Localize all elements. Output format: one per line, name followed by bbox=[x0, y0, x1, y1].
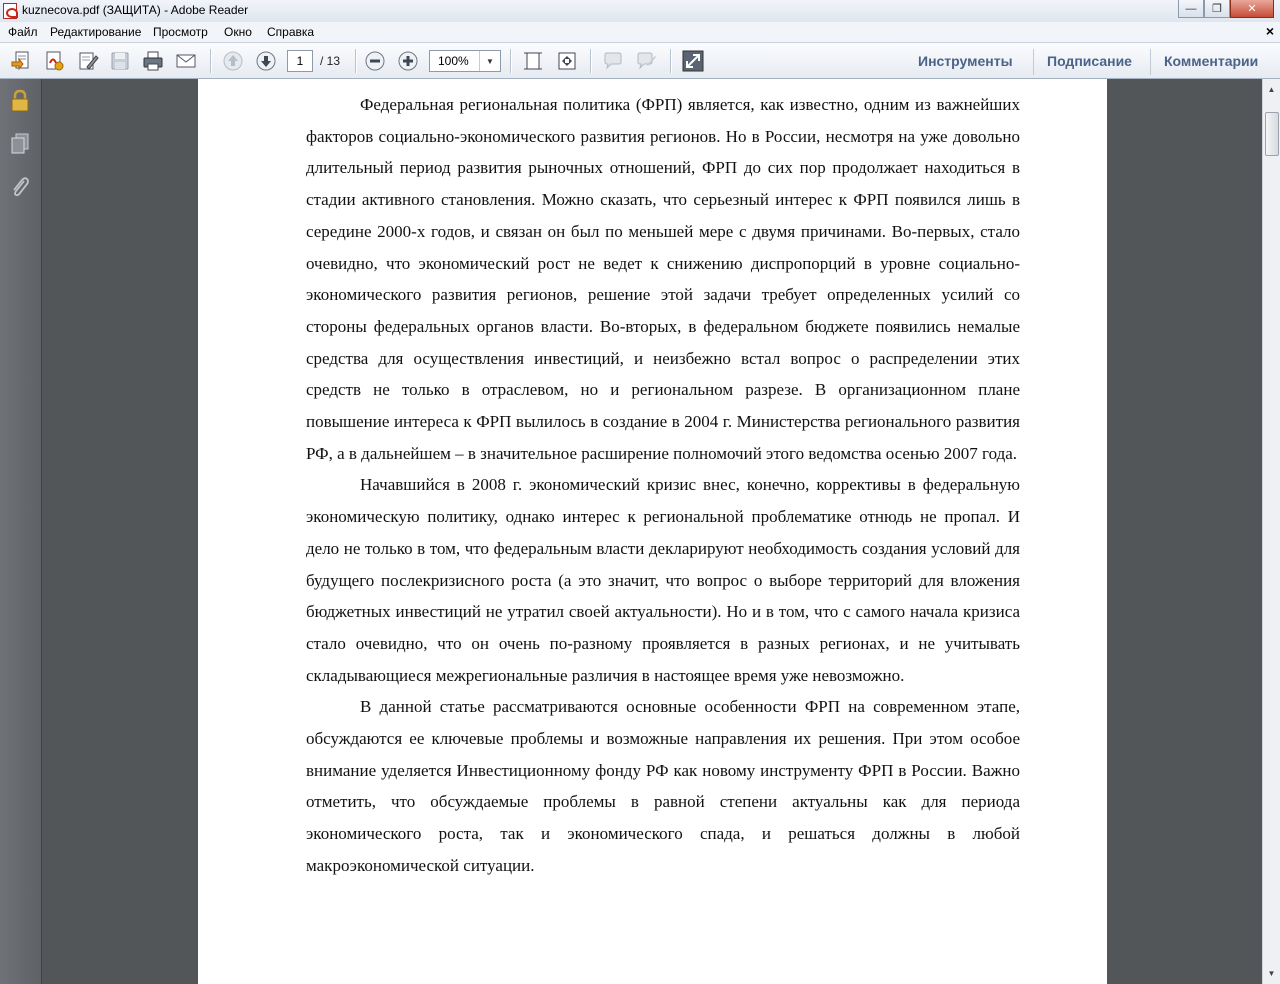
page-text bbox=[306, 89, 1020, 882]
minimize-icon: — bbox=[1185, 2, 1197, 15]
zoom-out-button[interactable] bbox=[363, 49, 387, 73]
zoom-select[interactable] bbox=[429, 50, 501, 72]
comments-panel-link[interactable]: Комментарии bbox=[1164, 53, 1259, 69]
panel-separator bbox=[1150, 49, 1151, 75]
save-icon bbox=[109, 50, 131, 72]
prev-page-icon bbox=[222, 50, 244, 72]
sign-icon bbox=[635, 50, 657, 72]
comment-icon bbox=[602, 50, 624, 72]
menu-bar bbox=[0, 22, 1280, 42]
security-settings-button[interactable] bbox=[8, 89, 32, 113]
window-title: kuznecova.pdf (ЗАЩИТА) - Adobe Reader bbox=[22, 3, 249, 17]
sign-panel-link[interactable]: Подписание bbox=[1047, 53, 1132, 69]
pdf-page bbox=[198, 79, 1107, 984]
toolbar-separator bbox=[670, 49, 672, 73]
sign-button[interactable] bbox=[634, 49, 658, 73]
page-total: / 13 bbox=[320, 54, 341, 68]
zoom-in-icon bbox=[397, 50, 419, 72]
pages-icon bbox=[9, 132, 31, 156]
create-pdf-button[interactable] bbox=[42, 49, 66, 73]
close-window-button[interactable] bbox=[1230, 0, 1274, 18]
close-icon: ✕ bbox=[1247, 3, 1257, 15]
open-button[interactable] bbox=[9, 49, 33, 73]
vertical-scrollbar[interactable] bbox=[1262, 79, 1280, 984]
zoom-in-button[interactable] bbox=[396, 49, 420, 73]
email-icon bbox=[175, 50, 197, 72]
scroll-up-button[interactable] bbox=[1263, 81, 1280, 98]
toolbar-separator bbox=[510, 49, 512, 73]
toolbar-separator bbox=[590, 49, 592, 73]
menu-file[interactable]: Файл bbox=[8, 25, 38, 39]
zoom-out-icon bbox=[364, 50, 386, 72]
edit-icon bbox=[77, 50, 99, 72]
print-button[interactable] bbox=[141, 49, 165, 73]
zoom-value: 100% bbox=[438, 54, 469, 68]
pdf-app-icon bbox=[3, 3, 17, 19]
open-icon bbox=[10, 50, 32, 72]
attachment-icon bbox=[9, 175, 31, 199]
create-pdf-icon bbox=[43, 50, 65, 72]
edit-button[interactable] bbox=[76, 49, 100, 73]
fit-width-icon bbox=[556, 50, 578, 72]
scrollbar-thumb[interactable] bbox=[1265, 112, 1279, 156]
panel-separator bbox=[1033, 49, 1034, 75]
lock-icon bbox=[9, 89, 31, 113]
paragraph: Начавшийся в 2008 г. экономический кризис внес, конечно, коррективы в федеральную экономическую политику, однако интерес к региональной проблематике отнюдь не пропал. И дело не только в том, что федеральным власти декларируют необходимость создания условий для будущего послекризисного роста (а это значит, что вопрос о выборе территорий для вложения бюджетных инвестиций не утратил своей актуальности). Но и в том, что с самого начала кризиса стало очевидно, что он очень по-разному проявляется в разных регионах, и не учитывать складывающиеся межрегиональные различия в настоящее время уже невозможно. bbox=[306, 475, 1020, 685]
chevron-down-icon: ▼ bbox=[1267, 969, 1276, 978]
paragraph: В данной статье рассматриваются основные особенности ФРП на современном этапе, обсуждаются ее ключевые проблемы и возможные направления их решения. При этом особое внимание уделяется Инвестиционному фонду РФ как новому инструменту ФРП в России. Важно отметить, что обсуждаемые проблемы в равной степени актуальны как для периода экономического роста, так и экономического спада, и решаться должны в любой макроэкономической ситуации. bbox=[306, 697, 1020, 875]
prev-page-button[interactable] bbox=[221, 49, 245, 73]
save-button[interactable] bbox=[108, 49, 132, 73]
menu-edit[interactable]: Редактирование bbox=[50, 25, 142, 39]
restore-button[interactable] bbox=[1204, 0, 1230, 18]
fit-page-icon bbox=[522, 50, 544, 72]
left-navigation-pane bbox=[0, 79, 42, 984]
fullscreen-button[interactable] bbox=[681, 49, 705, 73]
tools-panel-link[interactable]: Инструменты bbox=[918, 53, 1013, 69]
fit-width-button[interactable] bbox=[555, 49, 579, 73]
window-controls bbox=[1178, 0, 1274, 18]
title-bar bbox=[0, 0, 1280, 23]
chevron-down-icon[interactable]: ▼ bbox=[479, 51, 500, 71]
email-button[interactable] bbox=[174, 49, 198, 73]
close-document-button[interactable]: × bbox=[1265, 23, 1274, 39]
next-page-icon bbox=[255, 50, 277, 72]
menu-view[interactable]: Просмотр bbox=[153, 25, 208, 39]
chevron-up-icon: ▲ bbox=[1267, 85, 1276, 94]
toolbar-separator bbox=[210, 49, 212, 73]
page-thumbnails-button[interactable] bbox=[8, 132, 32, 156]
minimize-button[interactable] bbox=[1178, 0, 1204, 18]
paragraph: Федеральная региональная политика (ФРП) является, как известно, одним из важнейших факторов социально-экономического развития регионов. Но в России, несмотря на уже довольно длительный период развития рыночных отношений, ФРП до сих пор продолжает находиться в стадии активного становления. Можно сказать, что серьезный интерес к ФРП появился лишь в середине 2000-х годов, и связан он был по меньшей мере с двумя причинами. Во-первых, стало очевидно, что экономический рост не ведет к снижению диспропорций в уровне социально-экономического развития регионов, решение этой задачи требует определенных усилий со стороны федеральных органов власти. Во-вторых, в федеральном бюджете появились немалые средства для осуществления инвестиций, и неизбежно встал вопрос о распределении этих средств не только в отраслевом, но и региональном разрезе. В организационном плане повышение интереса к ФРП вылилось в создание в 2004 г. Министерства регионального развития РФ, а в дальнейшем – в значительное расширение полномочий этого ведомства осенью 2007 года. bbox=[306, 95, 1020, 463]
print-icon bbox=[142, 50, 164, 72]
fit-page-button[interactable] bbox=[521, 49, 545, 73]
menu-help[interactable]: Справка bbox=[267, 25, 315, 39]
attachments-button[interactable] bbox=[8, 175, 32, 199]
comment-button[interactable] bbox=[601, 49, 625, 73]
toolbar bbox=[0, 42, 1280, 79]
toolbar-separator bbox=[355, 49, 357, 73]
next-page-button[interactable] bbox=[254, 49, 278, 73]
restore-icon: ❐ bbox=[1212, 3, 1222, 15]
fullscreen-icon bbox=[682, 50, 704, 72]
page-number-input[interactable]: 1 bbox=[287, 50, 313, 72]
document-viewport[interactable] bbox=[42, 79, 1262, 984]
menu-window[interactable]: Окно bbox=[224, 25, 252, 39]
scroll-down-button[interactable] bbox=[1263, 965, 1280, 982]
